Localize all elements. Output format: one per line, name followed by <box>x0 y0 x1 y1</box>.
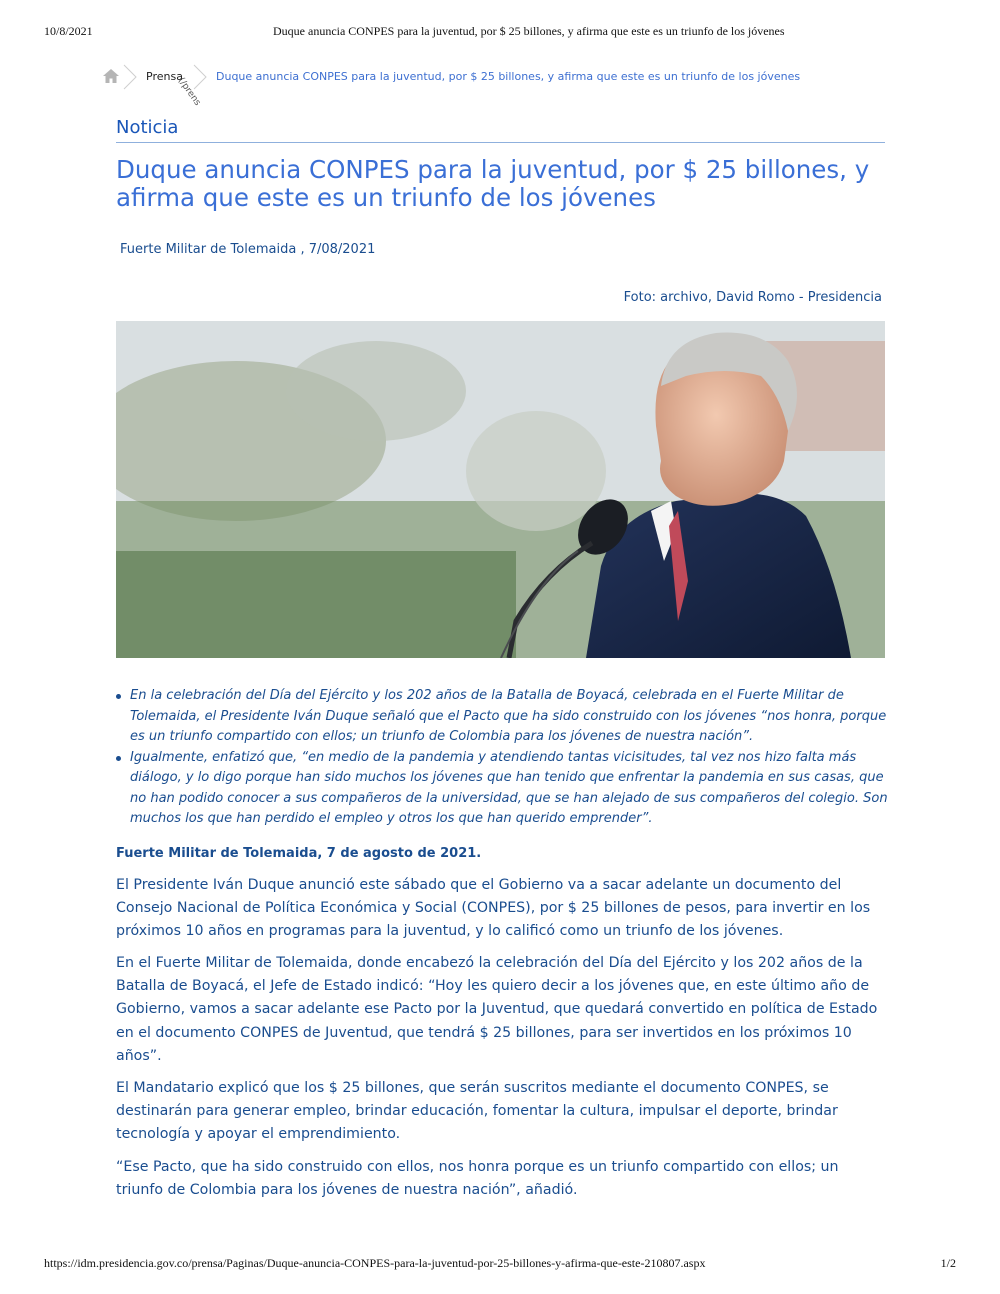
page-title: Duque anuncia CONPES para la juventud, por $ 25 billones, y afirma que este es un triunfo de los jóvenes <box>116 155 870 212</box>
chevron-right-icon <box>192 64 208 90</box>
print-title: Duque anuncia CONPES para la juventud, por $ 25 billones, y afirma que este es un triunfo de los jóvenes <box>273 24 785 38</box>
list-item: Igualmente, enfatizó que, “en medio de la pandemia y atendiendo tantas vicisitudes, tal vez nos hizo falta más diálogo, y lo digo porque han sido muchos los jóvenes que han tenido que enfrentar la pandemia en sus casas, que no han podido conocer a sus compañeros de la universidad, que se han alejado de sus compañeros del colegio. Son muchos los que han perdido el empleo y otros los que han querido emprender”. <box>130 748 890 830</box>
print-date: 10/8/2021 <box>44 24 93 38</box>
article-photo <box>116 321 885 658</box>
article-paragraph: En el Fuerte Militar de Tolemaida, donde encabezó la celebración del Día del Ejército y los 202 años de la Batalla de Boyacá, el Jefe de Estado indicó: “Hoy les quiero decir a los jóvenes que, en este último año de Gobierno, vamos a sacar adelante ese Pacto por la Juventud, que quedará convertido en política de Estado en el documento CONPES de Juventud, que tendrá $ 25 billones, para ser invertidos en los próximos 10 años”. <box>116 955 878 1064</box>
breadcrumb-item-prensa[interactable]: Prensa <box>146 70 183 83</box>
breadcrumb-current: Duque anuncia CONPES para la juventud, por $ 25 billones, y afirma que este es un triunfo de los jóvenes <box>216 70 801 83</box>
list-item: En la celebración del Día del Ejército y los 202 años de la Batalla de Boyacá, celebrada en el Fuerte Militar de Tolemaida, el Presidente Iván Duque señaló que el Pacto que ha sido construido con los jóvenes “nos honra, porque es un triunfo compartido con ellos; un triunfo de Colombia para los jóvenes de nuestra nación”. <box>130 686 890 748</box>
article-paragraph: El Mandatario explicó que los $ 25 billones, que serán suscritos mediante el documento CONPES, se destinarán para generar empleo, brindar educación, fomentar la cultura, impulsar el deporte, brindar tecnología y apoyar el emprendimiento. <box>116 1080 838 1143</box>
place-date: Fuerte Militar de Tolemaida , 7/08/2021 <box>120 242 376 257</box>
page-url: https://idm.presidencia.gov.co/prensa/Paginas/Duque-anuncia-CONPES-para-la-juventud-por-25-billones-y-afirma-que-este-210807.aspx <box>44 1256 706 1270</box>
breadcrumb-item-link-fragment[interactable]: (/prens <box>175 76 203 108</box>
section-label: Noticia <box>116 117 885 143</box>
page-number: 1/2 <box>940 1256 956 1270</box>
article-paragraph: “Ese Pacto, que ha sido construido con ellos, nos honra porque es un triunfo compartido con ellos; un triunfo de Colombia para los jóvenes de nuestra nación”, añadió. <box>116 1159 839 1199</box>
highlights-list <box>130 686 890 830</box>
article-paragraph: El Presidente Iván Duque anunció este sábado que el Gobierno va a sacar adelante un documento del Consejo Nacional de Política Económica y Social (CONPES), por $ 25 billones de pesos, para invertir en los próximos 10 años en programas para la juventud, y lo calificó como un triunfo de los jóvenes. <box>116 877 871 940</box>
breadcrumb <box>100 64 900 108</box>
dateline: Fuerte Militar de Tolemaida, 7 de agosto de 2021. <box>116 846 482 861</box>
home-icon[interactable] <box>102 68 120 84</box>
chevron-right-icon <box>122 64 138 90</box>
photo-credit: Foto: archivo, David Romo - Presidencia <box>623 290 882 305</box>
